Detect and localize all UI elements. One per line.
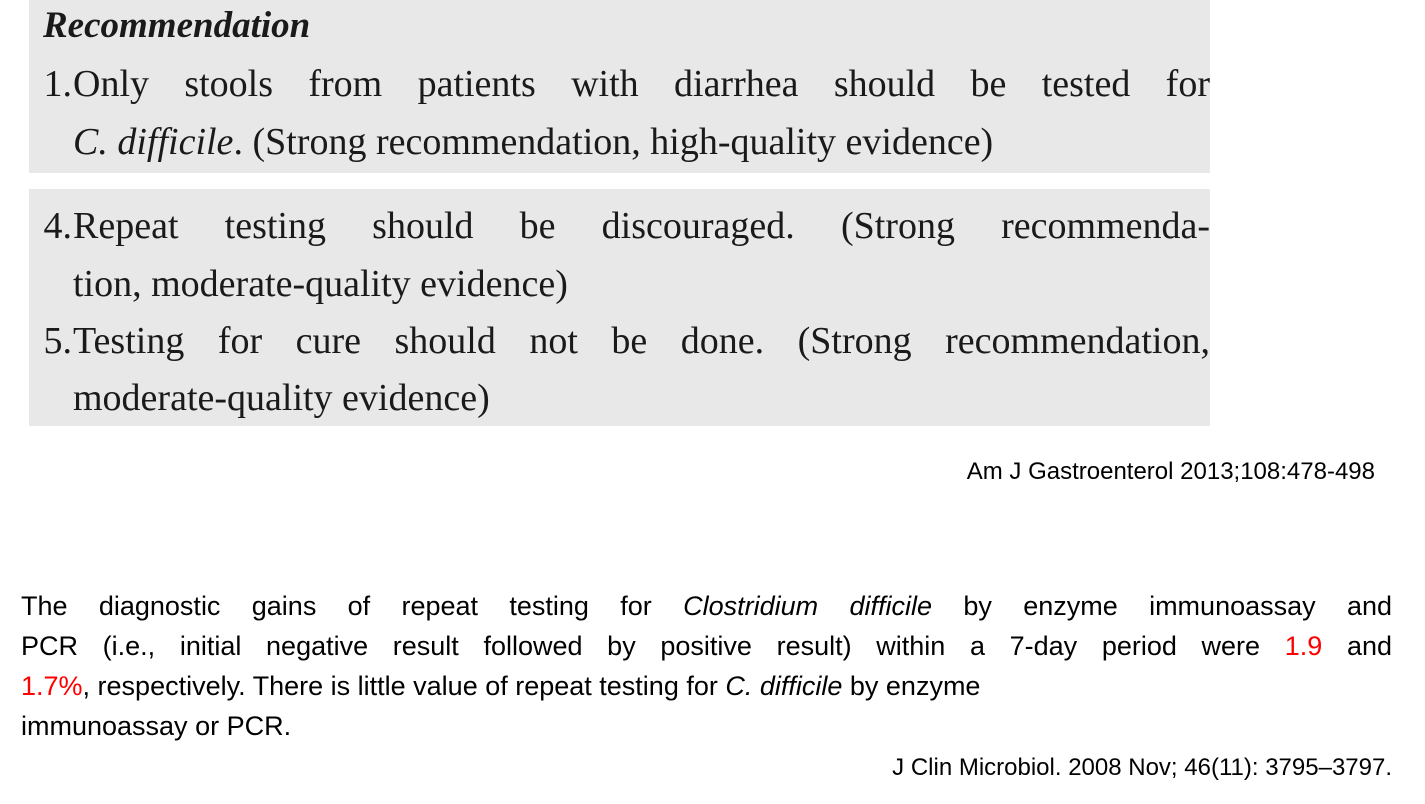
study-summary-paragraph [21, 586, 1392, 746]
organism-name: Clostridium difficile [683, 591, 933, 621]
recommendation-heading: Recommendation [43, 5, 311, 46]
item-number: 5. [43, 320, 72, 362]
eia-gain-value: 1.9 [1284, 631, 1323, 661]
item-text-line: Repeat testing should be discouraged. (Strong recommenda- [73, 205, 1210, 247]
item-text-rest: . (Strong recommendation, high-quality evidence) [233, 121, 994, 163]
paragraph-line-1 [21, 586, 1392, 626]
organism-name: C. difficile [725, 671, 843, 701]
pcr-gain-value: 1.7% [21, 671, 83, 701]
citation-gastroenterol: Am J Gastroenterol 2013;108:478-498 [966, 458, 1375, 485]
item-text-line: tion, moderate-quality evidence) [73, 263, 568, 305]
text-run: , respectively. There is little value of repeat testing for [82, 671, 726, 701]
item-number: 1. [43, 63, 72, 105]
item-text-line [73, 113, 1210, 171]
citation-clin-microbiol: J Clin Microbiol. 2008 Nov; 46(11): 3795–3797. [892, 754, 1392, 781]
recommendation-box-bottom [29, 189, 1210, 426]
item-text-line: moderate-quality evidence) [73, 377, 490, 419]
text-run: The diagnostic gains of repeat testing for [21, 591, 684, 621]
text-run: by enzyme immunoassay and [932, 591, 1392, 621]
text-run: PCR (i.e., initial negative result followed by positive result) within a 7-day period were [21, 631, 1285, 661]
paragraph-line-4: immunoassay or PCR. [21, 711, 292, 741]
item-number: 4. [43, 205, 72, 247]
organism-name: C. difficile [73, 121, 234, 163]
recommendation-box-top [29, 0, 1210, 173]
paragraph-line-2 [21, 626, 1392, 666]
paragraph-line-3 [21, 666, 1392, 706]
item-text-line: Testing for cure should not be done. (Strong recommendation, [73, 320, 1210, 362]
item-text-line: Only stools from patients with diarrhea should be tested for [73, 63, 1210, 105]
text-run: by enzyme [842, 671, 981, 701]
text-run: and [1322, 631, 1392, 661]
